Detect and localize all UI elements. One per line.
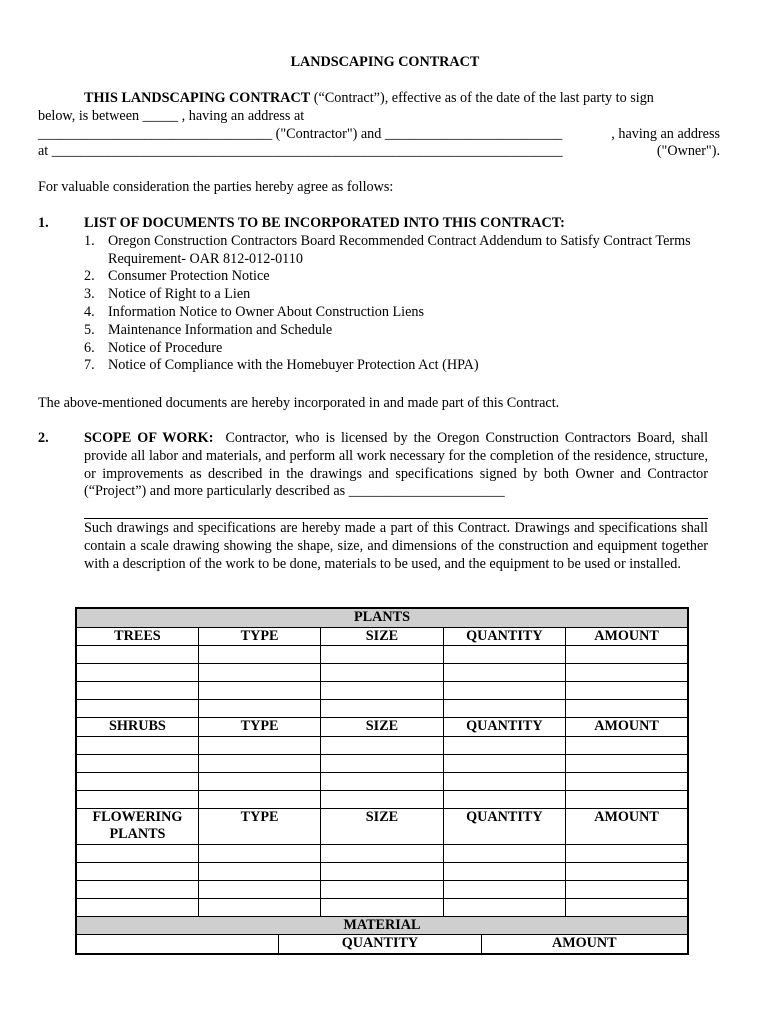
table-row[interactable] [76, 898, 688, 916]
type-header: TYPE [198, 718, 320, 737]
plants-header: PLANTS [76, 608, 688, 627]
table-row[interactable] [76, 844, 688, 862]
list-item: 5. Maintenance Information and Schedule [84, 321, 333, 338]
table-row[interactable] [76, 772, 688, 790]
material-header: MATERIAL [76, 916, 688, 935]
table-row[interactable] [76, 790, 688, 808]
intro-line4: at ________________________________________________________________________ ("Owner"). [38, 143, 720, 160]
list-item: 7. Notice of Compliance with the Homebuyer Protection Act (HPA) [84, 357, 479, 374]
table-row[interactable] [76, 664, 688, 682]
table-row[interactable] [76, 700, 688, 718]
section-1-title: LIST OF DOCUMENTS TO BE INCORPORATED INTO THIS CONTRACT: [84, 215, 565, 231]
size-header: SIZE [321, 627, 443, 646]
list-item: 4. Information Notice to Owner About Construction Liens [84, 303, 425, 320]
list-item: 2. Consumer Protection Notice [84, 268, 270, 285]
size-header: SIZE [321, 808, 443, 844]
section-2-text2: Such drawings and specifications are hereby made a part of this Contract. Drawings and specifications shall contain a scale drawing showing the shape, size, and dimensions of the construction and equipment together with a description of the work to be done, materials to be used, and the equipment to be used or installed. [84, 520, 708, 572]
quantity-header: QUANTITY [443, 627, 565, 646]
section-1-number: 1. [38, 215, 49, 231]
amount-header: AMOUNT [566, 718, 688, 737]
table-row[interactable] [76, 862, 688, 880]
intro-line1: (“Contract”), effective as of the date of the last party to sign [310, 90, 654, 106]
consideration-text: For valuable consideration the parties hereby agree as follows: [38, 179, 394, 195]
table-row[interactable] [76, 880, 688, 898]
intro-bold-lead: THIS LANDSCAPING CONTRACT [84, 90, 311, 106]
document-list [38, 233, 738, 375]
description-blank-line[interactable] [84, 501, 708, 519]
section-2-number: 2. [38, 430, 49, 446]
table-row[interactable] [76, 682, 688, 700]
intro-paragraph [38, 90, 720, 161]
table-row[interactable] [76, 736, 688, 754]
material-name-cell[interactable] [77, 935, 279, 953]
section-2-title: SCOPE OF WORK: [84, 430, 214, 446]
intro-line3: _________________________________ ("Contractor") and _________________________ , having an address [38, 125, 720, 142]
size-header: SIZE [321, 718, 443, 737]
section-2 [38, 430, 708, 574]
flowering-plants-header: FLOWERING PLANTS [76, 808, 198, 844]
type-header: TYPE [198, 627, 320, 646]
incorporated-text: The above-mentioned documents are hereby incorporated in and made part of this Contract. [38, 395, 560, 411]
type-header: TYPE [198, 808, 320, 844]
plants-table [75, 607, 689, 955]
intro-line2: below, is between _____ , having an address at [38, 107, 305, 124]
quantity-header: QUANTITY [443, 718, 565, 737]
table-row[interactable] [76, 754, 688, 772]
amount-header: AMOUNT [566, 627, 688, 646]
document-title: LANDSCAPING CONTRACT [290, 54, 480, 70]
section-1 [38, 215, 738, 375]
list-item: 6. Notice of Procedure [84, 339, 223, 356]
quantity-header: QUANTITY [443, 808, 565, 844]
list-item: 3. Notice of Right to a Lien [84, 286, 251, 303]
list-item: 1. Oregon Construction Contractors Board Recommended Contract Addendum to Satisfy Contract Terms Requirement- OAR 812-012-0110 [84, 232, 691, 267]
material-amount-header: AMOUNT [481, 935, 687, 953]
table-row[interactable] [76, 646, 688, 664]
trees-header: TREES [76, 627, 198, 646]
shrubs-header: SHRUBS [76, 718, 198, 737]
amount-header: AMOUNT [566, 808, 688, 844]
section-2-text1: Contractor, who is licensed by the Oregon Construction Contractors Board, shall provide all labor and materials, and perform all work necessary for the completion of the residence, structure, or improvements as described in the drawings and specifications signed by both Owner and Contractor (“Project”) and more particularly described as ______________________ [84, 430, 709, 500]
material-quantity-header: QUANTITY [279, 935, 481, 953]
